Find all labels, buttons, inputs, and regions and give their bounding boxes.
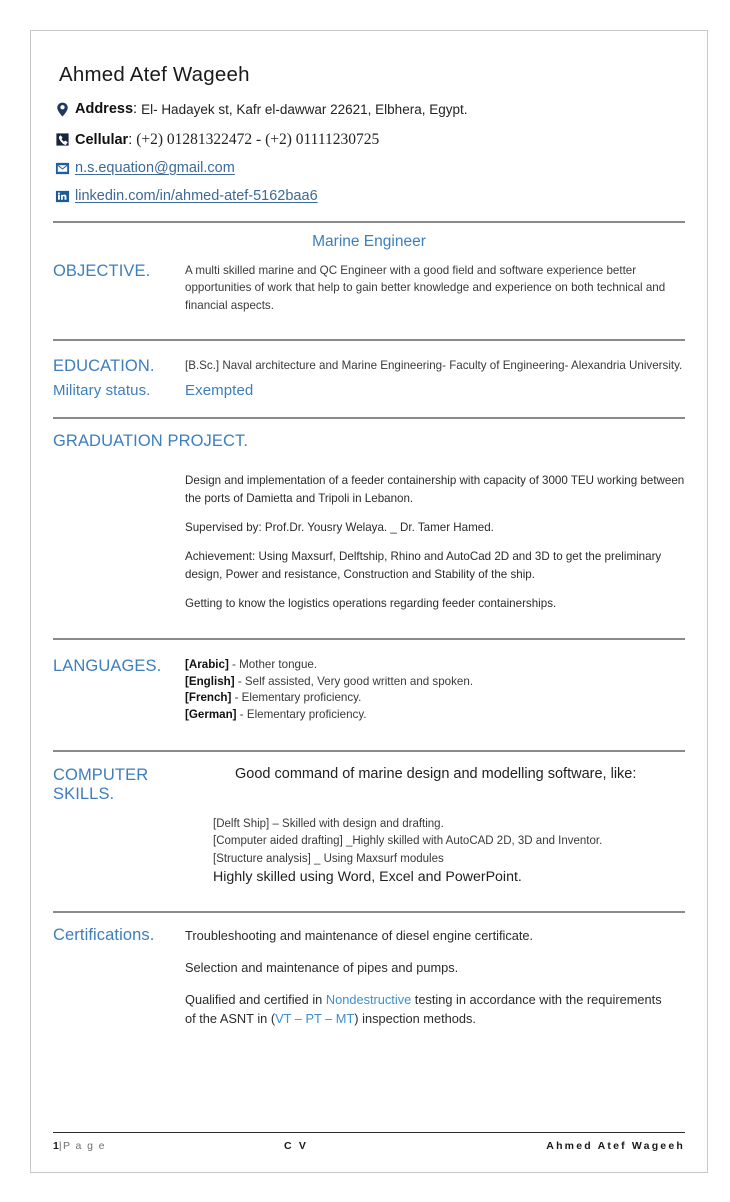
divider-before-education xyxy=(53,339,685,341)
section-graduation-project-body xyxy=(45,472,693,613)
computer-skill-item: [Delft Ship] – Skilled with design and drafting. xyxy=(213,818,444,831)
section-military-status xyxy=(45,382,693,399)
section-computer-skills xyxy=(45,766,693,804)
divider-before-languages xyxy=(53,638,685,640)
candidate-name: Ahmed Atef Wageeh xyxy=(59,63,250,86)
page-footer xyxy=(53,1132,685,1152)
cert-accent-methods: VT – PT – MT xyxy=(275,1011,355,1027)
footer-center-label: C V xyxy=(284,1140,309,1152)
contact-cellular-row xyxy=(45,132,693,148)
job-title: Marine Engineer xyxy=(312,232,426,250)
divider-before-computer-skills xyxy=(53,750,685,752)
contact-linkedin-row[interactable] xyxy=(45,189,693,204)
phone-icon xyxy=(55,132,70,147)
section-certifications xyxy=(45,926,693,1029)
language-name: [English] xyxy=(185,674,235,688)
document-page xyxy=(30,30,708,1173)
footer-divider xyxy=(53,1132,685,1133)
objective-heading: OBJECTIVE. xyxy=(53,261,151,280)
certifications-heading: Certifications. xyxy=(53,925,155,944)
language-desc: - Elementary proficiency. xyxy=(231,691,362,705)
cert-text-part1: Qualified and certified in xyxy=(185,992,326,1008)
section-education xyxy=(45,357,693,376)
section-computer-skills-list xyxy=(45,816,693,885)
footer-row xyxy=(53,1140,685,1152)
education-text: [B.Sc.] Naval architecture and Marine Engineering- Faculty of Engineering- Alexandria University. xyxy=(185,359,683,373)
computer-skills-lead: Good command of marine design and modelling software, like: xyxy=(235,766,637,783)
cellular-separator: : xyxy=(128,131,133,148)
computer-skill-item: [Computer aided drafting] _Highly skilled with AutoCAD 2D, 3D and Inventor. xyxy=(213,835,603,848)
computer-skills-highlight: Highly skilled using Word, Excel and PowerPoint. xyxy=(213,868,522,885)
language-name: [German] xyxy=(185,707,237,721)
certification-item-nondestructive xyxy=(185,990,663,1028)
language-name: [French] xyxy=(185,691,232,705)
cellular-value: (+2) 01281322472 - (+2) 01111230725 xyxy=(136,131,380,148)
language-item xyxy=(185,690,693,706)
graduation-paragraph: Design and implementation of a feeder containership with capacity of 3000 TEU working between the ports of Damietta and Tripoli in Lebanon. xyxy=(185,474,685,506)
footer-page-divider: | xyxy=(58,1140,63,1152)
graduation-project-heading: GRADUATION PROJECT. xyxy=(53,432,249,451)
cellular-label: Cellular xyxy=(75,131,129,148)
language-desc: - Elementary proficiency. xyxy=(236,707,367,721)
graduation-paragraph: Supervised by: Prof.Dr. Yousry Welaya. _ Dr. Tamer Hamed. xyxy=(185,521,494,535)
address-value: El- Hadayek st, Kafr el-dawwar 22621, Elbhera, Egypt. xyxy=(141,101,468,117)
computer-skills-heading: COMPUTER SKILLS. xyxy=(53,766,149,804)
objective-text: A multi skilled marine and QC Engineer with a good field and software experience better opportunities of work that help to gain better knowledge and experience on both technical and financial aspects. xyxy=(185,263,666,313)
cert-text-part3: ) inspection methods. xyxy=(354,1011,476,1027)
email-link[interactable]: n.s.equation@gmail.com xyxy=(75,159,235,176)
military-status-label: Military status. xyxy=(53,382,151,400)
section-languages xyxy=(45,657,693,723)
language-desc: - Mother tongue. xyxy=(228,658,318,672)
language-item xyxy=(185,657,693,673)
footer-page-word: P a g e xyxy=(62,1140,106,1152)
envelope-icon xyxy=(55,161,70,176)
divider-before-graduation-project xyxy=(53,417,685,419)
cert-accent-nondestructive: Nondestructive xyxy=(325,992,412,1008)
address-separator: : xyxy=(133,101,138,118)
language-name: [Arabic] xyxy=(185,658,229,672)
section-objective xyxy=(45,262,693,316)
footer-page-number: 1 xyxy=(53,1140,59,1152)
divider-before-certifications xyxy=(53,911,685,913)
graduation-paragraph: Achievement: Using Maxsurf, Delftship, Rhino and AutoCad 2D and 3D to get the preliminary design, Power and resistance, Construction and Stability of the ship. xyxy=(185,550,662,582)
language-item xyxy=(185,707,693,723)
footer-right-name: Ahmed Atef Wageeh xyxy=(546,1140,685,1152)
language-item xyxy=(185,674,693,690)
certification-item: Selection and maintenance of pipes and pumps. xyxy=(185,959,459,975)
footer-page-indicator xyxy=(53,1140,106,1152)
military-status-value: Exempted xyxy=(185,382,254,400)
address-label: Address xyxy=(75,101,134,118)
linkedin-link[interactable]: linkedin.com/in/ahmed-atef-5162baa6 xyxy=(75,187,318,204)
education-heading: EDUCATION. xyxy=(53,357,155,376)
linkedin-icon xyxy=(55,189,70,204)
contact-email-row[interactable] xyxy=(45,161,693,176)
cert-text-part2: testing in accordance with the requirements of the ASNT in ( xyxy=(185,992,662,1027)
contact-address-row xyxy=(45,102,693,117)
language-desc: - Self assisted, Very good written and spoken. xyxy=(234,674,474,688)
graduation-paragraph: Getting to know the logistics operations regarding feeder containerships. xyxy=(185,597,557,611)
page-content xyxy=(31,31,707,1172)
computer-skill-item: [Structure analysis] _ Using Maxsurf modules xyxy=(213,852,444,865)
languages-heading: LANGUAGES. xyxy=(53,657,162,676)
certification-item: Troubleshooting and maintenance of diesel engine certificate. xyxy=(185,927,534,943)
location-pin-icon xyxy=(55,102,70,117)
